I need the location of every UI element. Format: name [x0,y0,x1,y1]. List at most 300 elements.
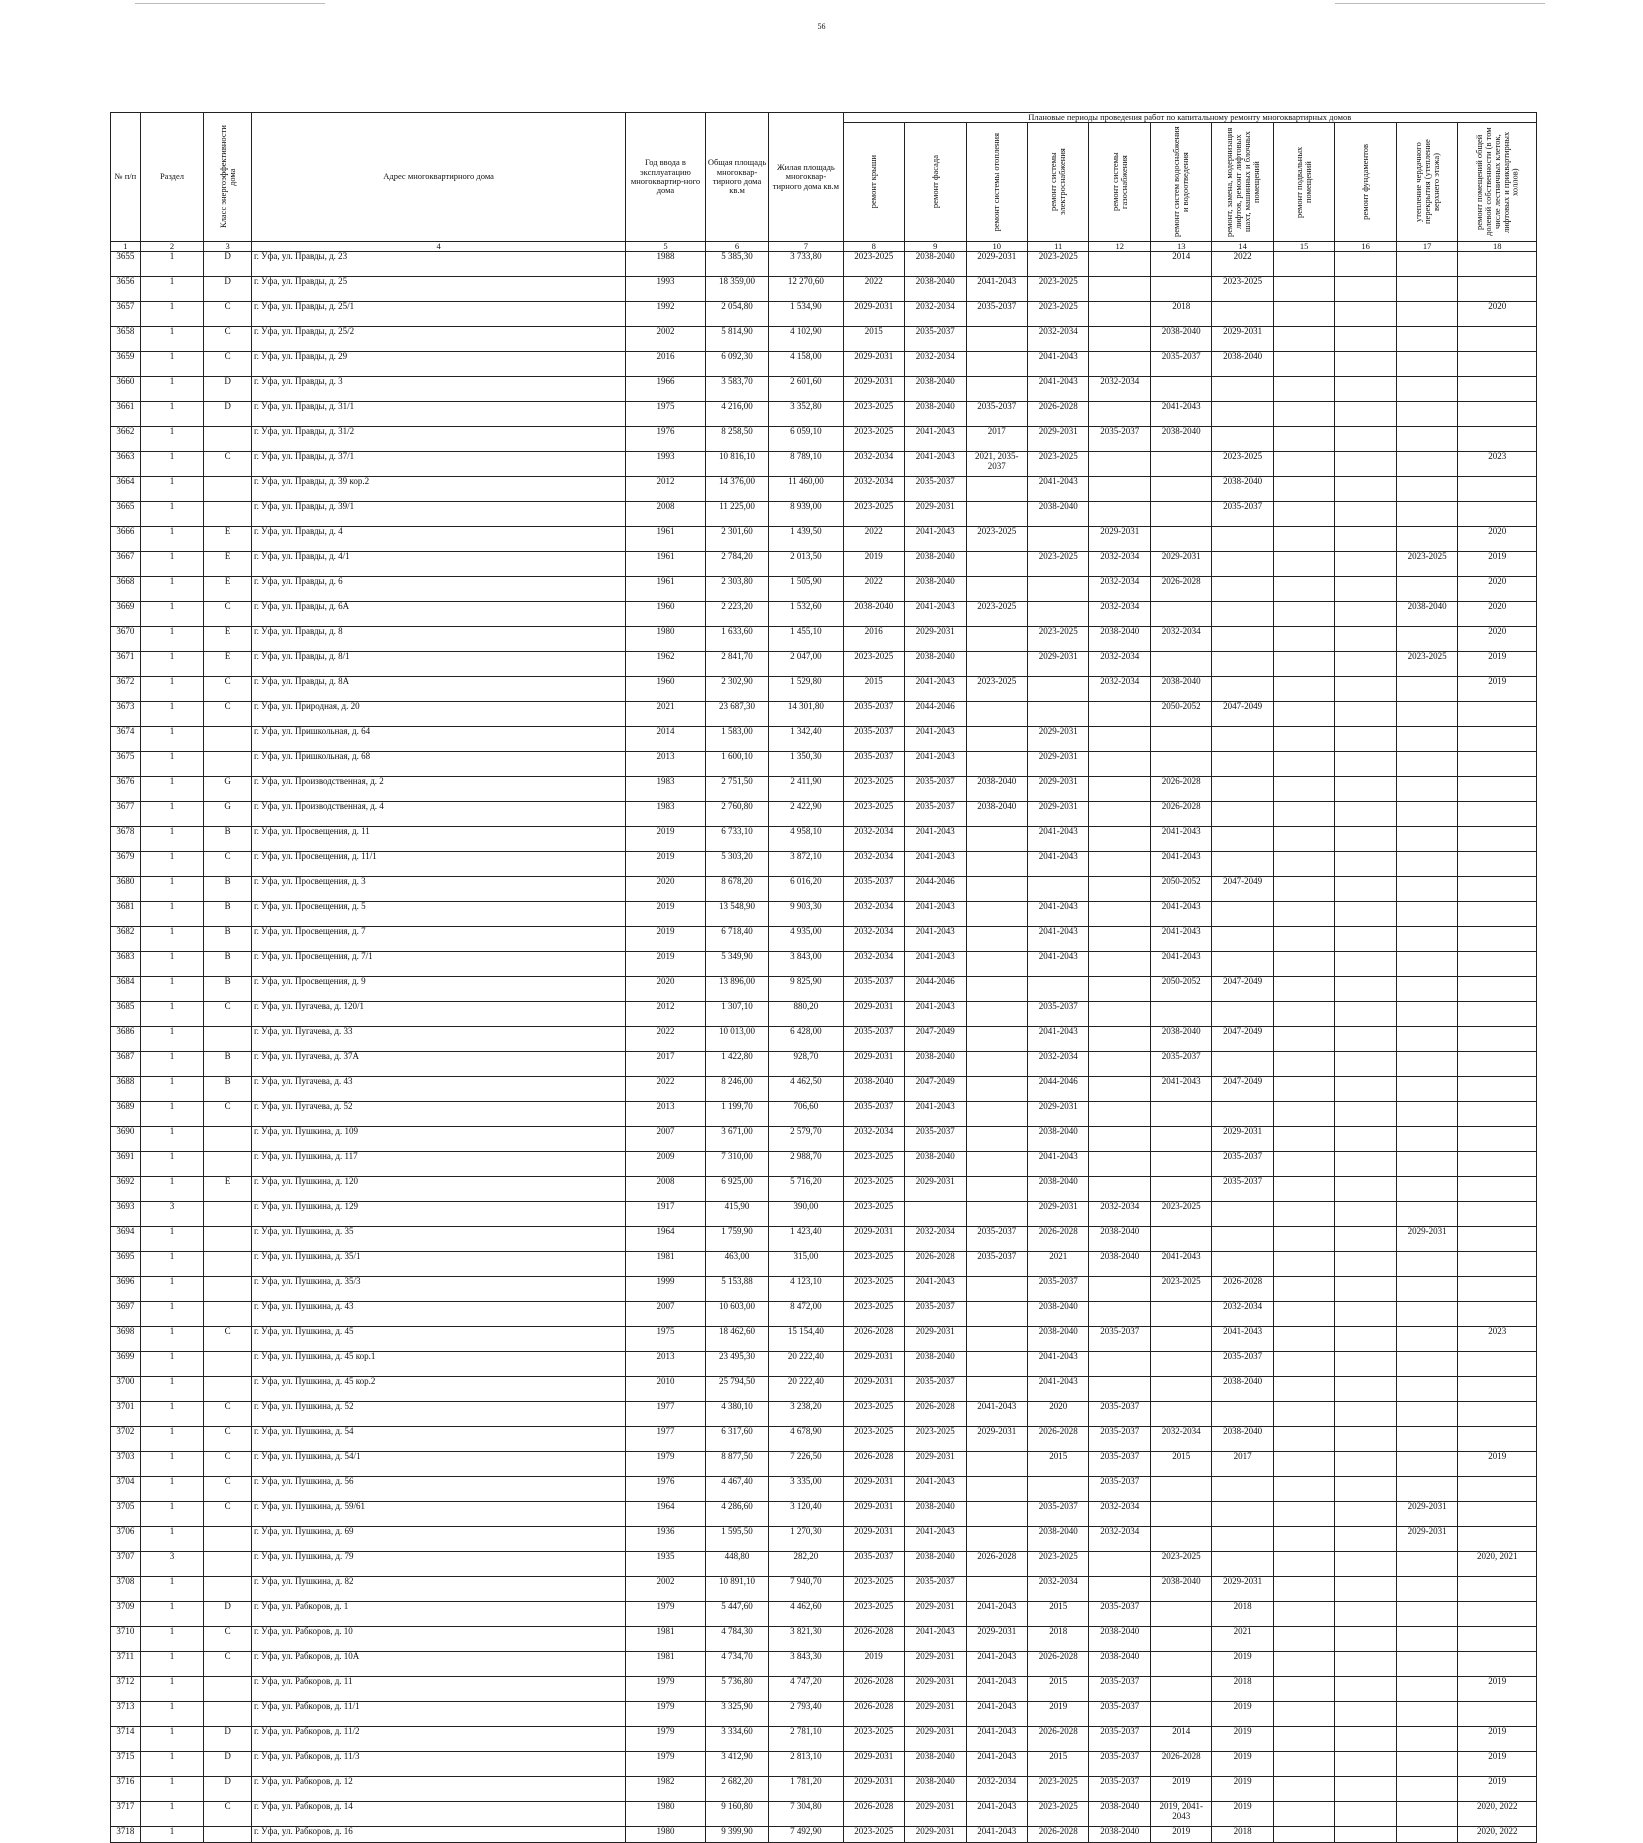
cell-electric-repair: 2026-2028 [1027,1727,1088,1752]
cell-energy-class [204,727,252,752]
cell-water-repair: 2026-2028 [1150,777,1211,802]
column-number: 5 [626,242,706,252]
cell-row-number: 3688 [111,1077,141,1102]
cell-heating-repair [966,627,1027,652]
cell-water-repair [1150,452,1211,477]
cell-heating-repair: 2041-2043 [966,1727,1027,1752]
cell-living-area: 3 733,80 [769,252,843,277]
cell-total-area: 5 303,20 [705,852,769,877]
cell-total-area: 4 216,00 [705,402,769,427]
cell-section: 1 [140,1652,204,1677]
cell-basement-repair [1273,1202,1334,1227]
cell-water-repair [1150,1327,1211,1352]
cell-energy-class [204,1677,252,1702]
table-row [111,1677,1537,1702]
cell-water-repair: 2038-2040 [1150,1027,1211,1052]
cell-total-area: 6 925,00 [705,1177,769,1202]
cell-heating-repair [966,952,1027,977]
cell-year-built: 2019 [626,952,706,977]
cell-year-built: 2012 [626,1002,706,1027]
cell-gas-repair: 2032-2034 [1089,1202,1150,1227]
cell-total-area: 1 422,80 [705,1052,769,1077]
cell-living-area: 7 304,80 [769,1802,843,1827]
cell-water-repair: 2050-2052 [1150,877,1211,902]
cell-energy-class: B [204,952,252,977]
cell-electric-repair: 2023-2025 [1027,1552,1088,1577]
cell-address: г. Уфа, ул. Пушкина, д. 35/1 [251,1252,625,1277]
cell-section: 1 [140,302,204,327]
cell-elevator-repair: 2019 [1212,1752,1273,1777]
cell-basement-repair [1273,1002,1334,1027]
cell-year-built: 1936 [626,1527,706,1552]
cell-living-area: 1 270,30 [769,1527,843,1552]
cell-facade-repair: 2041-2043 [905,752,966,777]
cell-basement-repair [1273,1702,1334,1727]
cell-water-repair [1150,752,1211,777]
cell-heating-repair: 2041-2043 [966,277,1027,302]
cell-common-area-repair [1458,502,1537,527]
cell-attic-insulation [1396,1002,1457,1027]
cell-electric-repair: 2038-2040 [1027,1527,1088,1552]
cell-energy-class [204,752,252,777]
cell-year-built: 1964 [626,1227,706,1252]
cell-row-number: 3663 [111,452,141,477]
cell-attic-insulation [1396,1802,1457,1827]
cell-roof-repair: 2023-2025 [843,1427,904,1452]
cell-foundation-repair [1335,1727,1396,1752]
cell-living-area: 3 872,10 [769,852,843,877]
cell-common-area-repair [1458,1352,1537,1377]
cell-total-area: 10 603,00 [705,1302,769,1327]
table-row [111,477,1537,502]
header-living-area: Жилая площадь многоквар-тирного дома кв.м [769,113,843,242]
cell-facade-repair: 2047-2049 [905,1027,966,1052]
cell-section: 1 [140,1702,204,1727]
cell-attic-insulation: 2023-2025 [1396,652,1457,677]
cell-energy-class: D [204,402,252,427]
cell-energy-class [204,1352,252,1377]
cell-electric-repair: 2038-2040 [1027,1177,1088,1202]
cell-facade-repair: 2044-2046 [905,702,966,727]
cell-roof-repair: 2029-2031 [843,1377,904,1402]
header-work-type: ремонт системы отопления [966,123,1027,242]
cell-common-area-repair [1458,777,1537,802]
cell-living-area: 20 222,40 [769,1352,843,1377]
cell-roof-repair: 2023-2025 [843,652,904,677]
cell-roof-repair: 2026-2028 [843,1627,904,1652]
cell-living-area: 928,70 [769,1052,843,1077]
table-row [111,1302,1537,1327]
cell-year-built: 2014 [626,727,706,752]
cell-roof-repair: 2026-2028 [843,1452,904,1477]
cell-electric-repair: 2029-2031 [1027,1202,1088,1227]
cell-attic-insulation [1396,1627,1457,1652]
cell-water-repair: 2035-2037 [1150,1052,1211,1077]
cell-section: 1 [140,1177,204,1202]
cell-section: 1 [140,452,204,477]
cell-heating-repair: 2026-2028 [966,1552,1027,1577]
cell-attic-insulation [1396,327,1457,352]
cell-heating-repair [966,702,1027,727]
table-row [111,852,1537,877]
cell-common-area-repair [1458,1602,1537,1627]
cell-basement-repair [1273,1677,1334,1702]
cell-total-area: 6 718,40 [705,927,769,952]
cell-roof-repair: 2029-2031 [843,1752,904,1777]
cell-heating-repair: 2041-2043 [966,1702,1027,1727]
cell-energy-class [204,1702,252,1727]
cell-section: 1 [140,527,204,552]
cell-living-area: 11 460,00 [769,477,843,502]
cell-roof-repair: 2038-2040 [843,1077,904,1102]
cell-living-area: 6 428,00 [769,1027,843,1052]
cell-year-built: 1981 [626,1652,706,1677]
cell-gas-repair [1089,1152,1150,1177]
cell-water-repair [1150,1152,1211,1177]
cell-basement-repair [1273,1577,1334,1602]
cell-total-area: 11 225,00 [705,502,769,527]
cell-facade-repair: 2038-2040 [905,402,966,427]
table-row [111,952,1537,977]
cell-facade-repair: 2041-2043 [905,602,966,627]
cell-address: г. Уфа, ул. Пушкина, д. 59/61 [251,1502,625,1527]
cell-attic-insulation [1396,827,1457,852]
table-row [111,1027,1537,1052]
cell-heating-repair: 2023-2025 [966,527,1027,552]
cell-year-built: 1961 [626,527,706,552]
cell-roof-repair: 2032-2034 [843,477,904,502]
table-row [111,602,1537,627]
cell-living-area: 1 423,40 [769,1227,843,1252]
cell-address: г. Уфа, ул. Пугачева, д. 52 [251,1102,625,1127]
cell-water-repair: 2041-2043 [1150,902,1211,927]
cell-attic-insulation [1396,1827,1457,1843]
column-number: 12 [1089,242,1150,252]
cell-section: 1 [140,627,204,652]
cell-heating-repair: 2041-2043 [966,1602,1027,1627]
cell-facade-repair: 2038-2040 [905,1777,966,1802]
cell-basement-repair [1273,1227,1334,1252]
cell-year-built: 2007 [626,1127,706,1152]
cell-electric-repair: 2023-2025 [1027,452,1088,477]
cell-row-number: 3711 [111,1652,141,1677]
cell-address: г. Уфа, ул. Правды, д. 25 [251,277,625,302]
cell-gas-repair [1089,1002,1150,1027]
cell-heating-repair: 2041-2043 [966,1402,1027,1427]
cell-common-area-repair [1458,477,1537,502]
cell-year-built: 2008 [626,502,706,527]
cell-heating-repair [966,977,1027,1002]
cell-energy-class [204,427,252,452]
cell-section: 1 [140,877,204,902]
table-row [111,652,1537,677]
table-row [111,1602,1537,1627]
cell-foundation-repair [1335,1552,1396,1577]
cell-common-area-repair [1458,377,1537,402]
table-row [111,1627,1537,1652]
cell-foundation-repair [1335,902,1396,927]
cell-roof-repair: 2029-2031 [843,1052,904,1077]
cell-address: г. Уфа, ул. Пушкина, д. 69 [251,1527,625,1552]
cell-basement-repair [1273,1427,1334,1452]
cell-roof-repair: 2023-2025 [843,1277,904,1302]
cell-elevator-repair [1212,752,1273,777]
cell-foundation-repair [1335,252,1396,277]
column-number: 11 [1027,242,1088,252]
cell-row-number: 3703 [111,1452,141,1477]
cell-foundation-repair [1335,1827,1396,1843]
cell-basement-repair [1273,502,1334,527]
cell-row-number: 3679 [111,852,141,877]
cell-total-area: 1 600,10 [705,752,769,777]
cell-elevator-repair [1212,602,1273,627]
cell-gas-repair: 2029-2031 [1089,527,1150,552]
cell-year-built: 1977 [626,1402,706,1427]
cell-heating-repair [966,1177,1027,1202]
cell-attic-insulation [1396,1402,1457,1427]
cell-electric-repair: 2032-2034 [1027,1052,1088,1077]
cell-electric-repair: 2041-2043 [1027,1377,1088,1402]
cell-address: г. Уфа, ул. Правды, д. 6 [251,577,625,602]
cell-common-area-repair [1458,1027,1537,1052]
cell-year-built: 1961 [626,552,706,577]
cell-roof-repair: 2022 [843,277,904,302]
cell-address: г. Уфа, ул. Правды, д. 29 [251,352,625,377]
cell-basement-repair [1273,1527,1334,1552]
cell-address: г. Уфа, ул. Природная, д. 20 [251,702,625,727]
cell-elevator-repair [1212,552,1273,577]
cell-row-number: 3659 [111,352,141,377]
cell-section: 3 [140,1202,204,1227]
cell-living-area: 2 781,10 [769,1727,843,1752]
cell-section: 1 [140,1102,204,1127]
cell-foundation-repair [1335,1352,1396,1377]
cell-energy-class: B [204,877,252,902]
cell-gas-repair [1089,402,1150,427]
cell-water-repair [1150,1502,1211,1527]
cell-heating-repair [966,927,1027,952]
table-row [111,1377,1537,1402]
cell-facade-repair: 2038-2040 [905,1552,966,1577]
cell-heating-repair [966,727,1027,752]
cell-attic-insulation [1396,252,1457,277]
cell-attic-insulation [1396,502,1457,527]
cell-electric-repair [1027,677,1088,702]
cell-heating-repair [966,327,1027,352]
cell-electric-repair: 2038-2040 [1027,1302,1088,1327]
table-row [111,777,1537,802]
cell-energy-class: C [204,1427,252,1452]
cell-gas-repair: 2032-2034 [1089,377,1150,402]
cell-roof-repair: 2016 [843,627,904,652]
cell-basement-repair [1273,1177,1334,1202]
cell-energy-class [204,1577,252,1602]
cell-total-area: 14 376,00 [705,477,769,502]
cell-facade-repair: 2023-2025 [905,1427,966,1452]
cell-heating-repair [966,1327,1027,1352]
cell-row-number: 3655 [111,252,141,277]
cell-elevator-repair [1212,1227,1273,1252]
cell-gas-repair: 2038-2040 [1089,627,1150,652]
cell-facade-repair: 2038-2040 [905,1152,966,1177]
cell-attic-insulation [1396,1352,1457,1377]
cell-roof-repair: 2029-2031 [843,1352,904,1377]
cell-gas-repair [1089,252,1150,277]
cell-total-area: 1 595,50 [705,1527,769,1552]
cell-elevator-repair [1212,1252,1273,1277]
cell-facade-repair: 2035-2037 [905,477,966,502]
cell-basement-repair [1273,377,1334,402]
cell-common-area-repair [1458,352,1537,377]
cell-row-number: 3681 [111,902,141,927]
cell-foundation-repair [1335,277,1396,302]
cell-row-number: 3691 [111,1152,141,1177]
cell-elevator-repair: 2018 [1212,1677,1273,1702]
cell-section: 1 [140,327,204,352]
cell-address: г. Уфа, ул. Пушкина, д. 45 кор.2 [251,1377,625,1402]
column-number: 7 [769,242,843,252]
cell-attic-insulation [1396,1077,1457,1102]
cell-common-area-repair: 2019 [1458,1677,1537,1702]
cell-section: 1 [140,352,204,377]
cell-address: г. Уфа, ул. Пугачева, д. 120/1 [251,1002,625,1027]
cell-address: г. Уфа, ул. Рабкоров, д. 11 [251,1677,625,1702]
cell-total-area: 2 751,50 [705,777,769,802]
cell-total-area: 9 399,90 [705,1827,769,1843]
cell-electric-repair [1027,1477,1088,1502]
cell-total-area: 1 633,60 [705,627,769,652]
cell-common-area-repair [1458,1402,1537,1427]
cell-foundation-repair [1335,1302,1396,1327]
cell-elevator-repair [1212,1052,1273,1077]
cell-total-area: 4 380,10 [705,1402,769,1427]
cell-elevator-repair [1212,1527,1273,1552]
table-row [111,1352,1537,1377]
cell-total-area: 8 877,50 [705,1452,769,1477]
cell-heating-repair [966,877,1027,902]
column-number: 1 [111,242,141,252]
cell-total-area: 2 302,90 [705,677,769,702]
cell-total-area: 1 307,10 [705,1002,769,1027]
cell-foundation-repair [1335,327,1396,352]
cell-section: 1 [140,1677,204,1702]
cell-roof-repair: 2032-2034 [843,902,904,927]
cell-gas-repair [1089,727,1150,752]
cell-basement-repair [1273,1377,1334,1402]
cell-elevator-repair: 2017 [1212,1452,1273,1477]
cell-elevator-repair [1212,952,1273,977]
header-work-type: ремонт системы газоснабжения [1089,123,1150,242]
cell-gas-repair [1089,702,1150,727]
cell-attic-insulation: 2029-2031 [1396,1227,1457,1252]
table-row [111,1502,1537,1527]
cell-address: г. Уфа, ул. Правды, д. 25/2 [251,327,625,352]
cell-energy-class: C [204,1477,252,1502]
cell-total-area: 23 687,30 [705,702,769,727]
cell-section: 1 [140,727,204,752]
scan-edge-line [135,3,325,4]
cell-roof-repair: 2026-2028 [843,1677,904,1702]
cell-year-built: 1975 [626,402,706,427]
cell-roof-repair: 2035-2037 [843,1102,904,1127]
cell-common-area-repair [1458,952,1537,977]
cell-basement-repair [1273,652,1334,677]
cell-attic-insulation [1396,452,1457,477]
cell-address: г. Уфа, ул. Производственная, д. 2 [251,777,625,802]
cell-water-repair: 2041-2043 [1150,952,1211,977]
table-row [111,902,1537,927]
header-work-type: ремонт систем водоснабжения и водоотведения [1150,123,1211,242]
header-work-type: утепление чердачного перекрытия (утепление верхнего этажа) [1396,123,1457,242]
cell-total-area: 13 548,90 [705,902,769,927]
cell-electric-repair: 2015 [1027,1752,1088,1777]
cell-foundation-repair [1335,777,1396,802]
cell-facade-repair: 2041-2043 [905,677,966,702]
cell-common-area-repair [1458,1052,1537,1077]
cell-water-repair: 2041-2043 [1150,927,1211,952]
cell-living-area: 4 958,10 [769,827,843,852]
cell-electric-repair: 2021 [1027,1252,1088,1277]
cell-elevator-repair: 2047-2049 [1212,877,1273,902]
cell-living-area: 2 422,90 [769,802,843,827]
cell-year-built: 2019 [626,902,706,927]
cell-water-repair: 2026-2028 [1150,1752,1211,1777]
cell-common-area-repair: 2019 [1458,552,1537,577]
cell-year-built: 1976 [626,427,706,452]
table-row [111,927,1537,952]
cell-total-area: 13 896,00 [705,977,769,1002]
cell-foundation-repair [1335,452,1396,477]
cell-common-area-repair: 2019 [1458,677,1537,702]
cell-elevator-repair [1212,627,1273,652]
cell-foundation-repair [1335,1627,1396,1652]
cell-section: 1 [140,402,204,427]
cell-year-built: 2008 [626,1177,706,1202]
cell-common-area-repair: 2020, 2022 [1458,1802,1537,1827]
cell-living-area: 2 988,70 [769,1152,843,1177]
column-number: 10 [966,242,1027,252]
header-planned-periods: Плановые периоды проведения работ по капитальному ремонту многоквартирных домов [843,113,1536,123]
cell-gas-repair: 2035-2037 [1089,1327,1150,1352]
cell-energy-class: C [204,1102,252,1127]
cell-total-area: 10 013,00 [705,1027,769,1052]
cell-basement-repair [1273,1152,1334,1177]
cell-basement-repair [1273,1802,1334,1827]
cell-heating-repair [966,1452,1027,1477]
cell-foundation-repair [1335,977,1396,1002]
cell-elevator-repair: 2035-2037 [1212,1152,1273,1177]
cell-section: 1 [140,827,204,852]
cell-energy-class [204,1827,252,1843]
cell-living-area: 3 335,00 [769,1477,843,1502]
cell-elevator-repair [1212,652,1273,677]
table-row [111,877,1537,902]
header-work-type: ремонт, замена, модернизация лифтов, ремонт лифтовых шахт, машинных и блочных помещений [1212,123,1273,242]
cell-basement-repair [1273,1752,1334,1777]
table-row [111,1427,1537,1452]
cell-common-area-repair [1458,902,1537,927]
cell-water-repair: 2015 [1150,1452,1211,1477]
cell-total-area: 3 583,70 [705,377,769,402]
cell-basement-repair [1273,427,1334,452]
cell-total-area: 7 310,00 [705,1152,769,1177]
cell-elevator-repair: 2019 [1212,1777,1273,1802]
cell-facade-repair: 2041-2043 [905,1102,966,1127]
cell-water-repair: 2019, 2041-2043 [1150,1802,1211,1827]
cell-facade-repair: 2041-2043 [905,902,966,927]
cell-roof-repair: 2026-2028 [843,1327,904,1352]
cell-electric-repair [1027,702,1088,727]
